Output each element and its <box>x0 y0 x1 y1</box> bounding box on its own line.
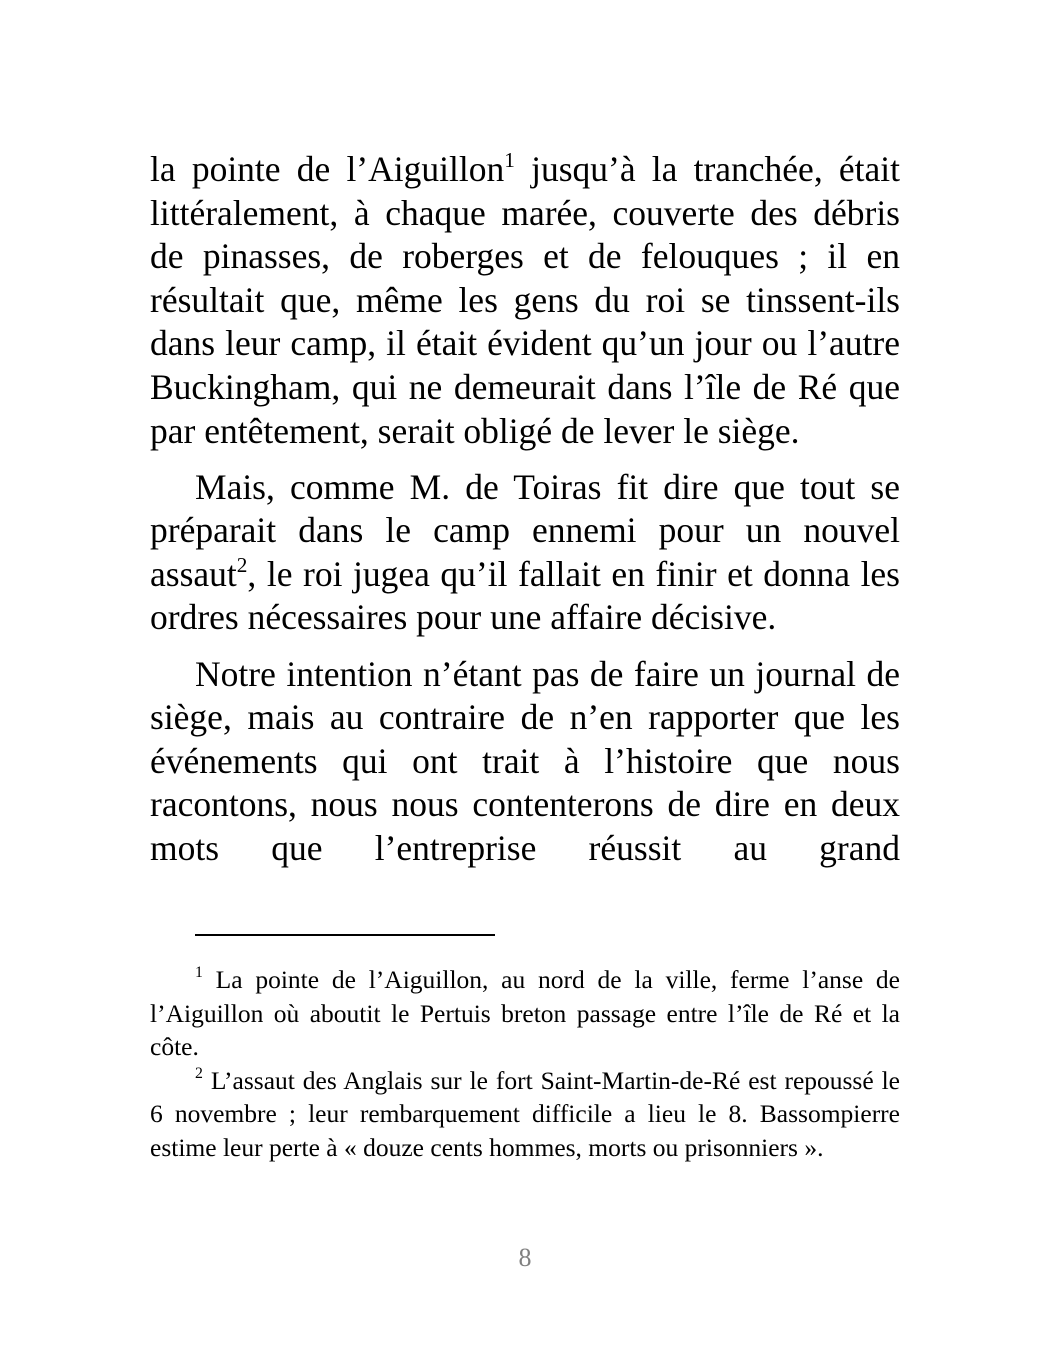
paragraph-2 <box>150 466 900 640</box>
paragraph-3 <box>150 653 900 871</box>
paragraph-1-text-start: la pointe de l’Aiguillon <box>150 149 505 189</box>
paragraph-1-text-end: jusqu’à la tranchée, était littéralement, à chaque marée, couverte des débris de pinasses, de roberges et de felouques ; il en résultait que, même les gens du roi se tinssent-ils dans leur camp, il était évident qu’un jour ou l’autre Buckingham, qui ne demeurait dans l’île de Ré que par entêtement, serait obligé de lever le siège. <box>150 149 900 451</box>
footnotes <box>150 963 900 1165</box>
paragraph-2-text-end: , le roi jugea qu’il fallait en finir et donna les ordres nécessaires pour une affaire décisive. <box>150 553 900 638</box>
footnote-1 <box>150 963 900 1064</box>
footnote-ref-2[interactable]: 2 <box>236 553 248 577</box>
paragraph-3-text: Notre intention n’étant pas de faire un journal de siège, mais au contraire de n’en rapporter que les événements qui ont trait à l’histoire que nous racontons, nous nous contenterons de dire en deux mots que l’entreprise réussit au grand <box>150 653 900 868</box>
paragraph-1 <box>150 148 900 453</box>
footnote-1-number: 1 <box>195 963 203 981</box>
footnote-2-text: L’assaut des Anglais sur le fort Saint-Martin-de-Ré est repoussé le 6 novembre ; leur rembarquement difficile a lieu le 8. Bassompierre estime leur perte à « douze cents hommes, morts ou prisonniers ». <box>150 1065 900 1162</box>
footnote-2-number: 2 <box>195 1064 203 1082</box>
footnote-separator <box>195 934 495 936</box>
page-number: 8 <box>518 1243 532 1272</box>
body-text <box>150 148 900 871</box>
paragraph-2-text-start: Mais, comme M. de Toiras fit dire que tout se préparait dans le camp ennemi pour un nouvel assaut <box>150 466 900 594</box>
footnote-2 <box>150 1064 900 1165</box>
footnote-1-text: La pointe de l’Aiguillon, au nord de la ville, ferme l’anse de l’Aiguillon où aboutit le Pertuis breton passage entre l’île de Ré et la côte. <box>150 965 900 1062</box>
footnote-ref-1[interactable]: 1 <box>504 148 515 173</box>
